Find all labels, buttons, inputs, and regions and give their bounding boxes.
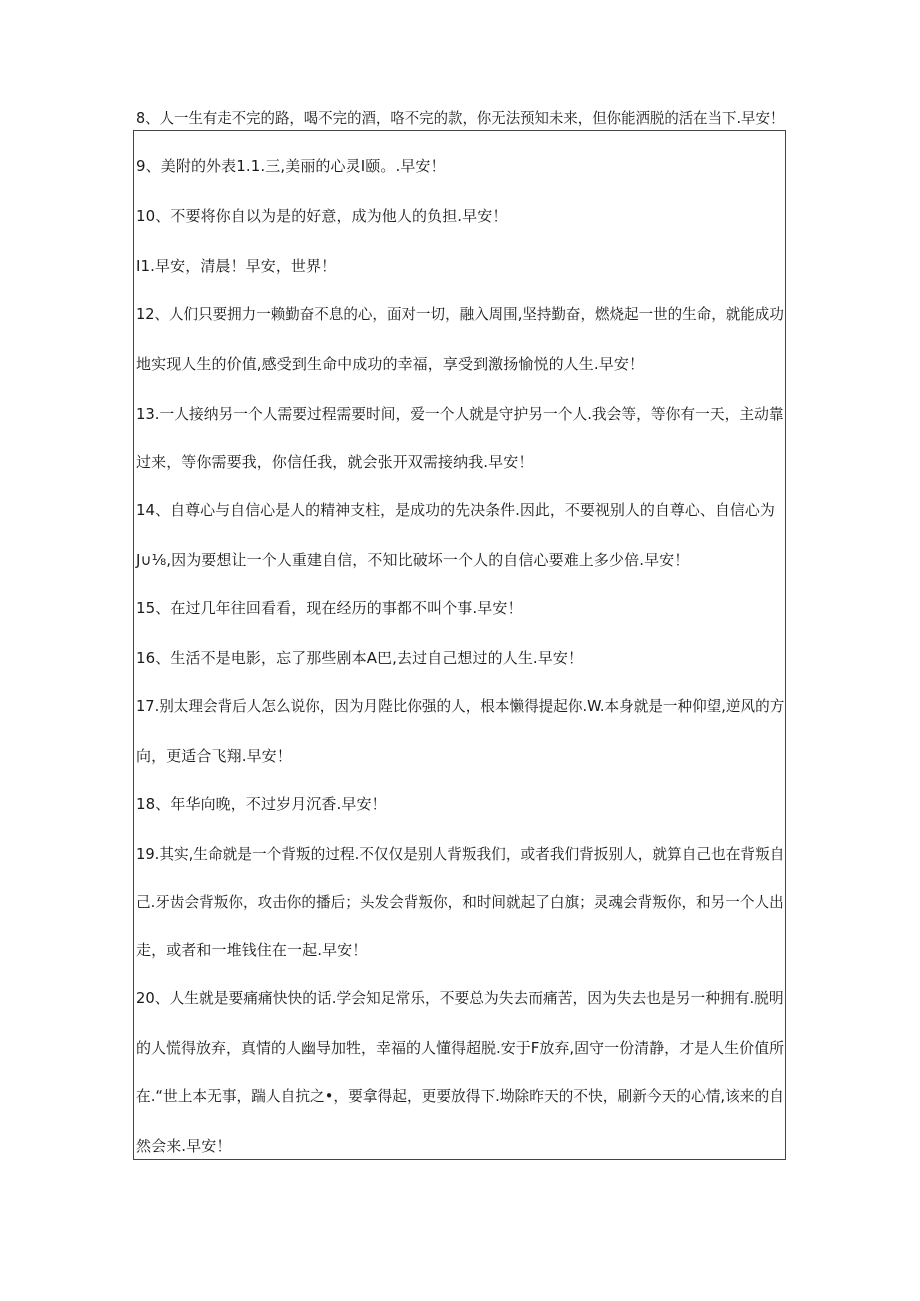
text-line: 的人慌得放弃，真情的人幽导加牲，幸福的人懂得超脱.安于F放弃,固守一份清静，才是人生价值所 — [136, 1039, 785, 1057]
text-line: 9、美附的外表1.1.三,美丽的心灵I颐。.早安！ — [136, 157, 446, 175]
text-line: 20、人生就是要痛痛快快的话.学会知足常乐，不要总为失去而痛苦，因为失去也是另一种拥有.脱明 — [136, 989, 784, 1007]
text-line: J∪⅛,因为要想让一个人重建自信，不知比破坏一个人的自信心要难上多少倍.早安！ — [136, 551, 690, 569]
text-line: 17.别太理会背后人怎么说你，因为月陛比你强的人，根本懒得提起你.W.本身就是一种仰望,逆风的方 — [136, 697, 785, 715]
text-line: 然会来.早安！ — [136, 1137, 232, 1155]
text-line: 10、不要将你自以为是的好意，成为他人的负担.早安！ — [136, 207, 508, 225]
text-line: 19.其实,生命就是一个背叛的过程.不仅仅是别人背叛我们，或者我们背扳别人，就算自己也在背叛自 — [136, 845, 785, 863]
text-line: 13.一人接纳另一个人需要过程需要时间，爱一个人就是守护另一个人.我会等，等你有一天，主动靠 — [136, 405, 784, 423]
text-line: 14、自尊心与自信心是人的精神支柱，是成功的先决条件.因此，不要视别人的自尊心、自信心为 — [136, 501, 775, 519]
text-line: 16、生活不是电影，忘了那些剧本A巴,去过自己想过的人生.早安！ — [136, 649, 584, 667]
text-line: 18、年华向晚，不过岁月沉香.早安！ — [136, 795, 387, 813]
text-line: 己.牙齿会背叛你，攻击你的播后；头发会背叛你，和时间就起了白旗；灵魂会背叛你，和另一个人出 — [136, 893, 784, 911]
text-line: 过来，等你需要我，你信任我，就会张开双需接纳我.早安！ — [136, 453, 534, 471]
text-line: 走，或者和一堆钱住在一起.早安！ — [136, 941, 368, 959]
text-line: I1.早安，清晨！早安，世界！ — [136, 257, 337, 275]
text-line: 12、人们只要拥力一赖勤奋不息的心，面对一切，融入周围,坚持勤奋，燃烧起一世的生命，就能成功 — [136, 305, 784, 323]
text-line: 在.“世上本无事，踹人自抗之•，要拿得起，更要放得下.坳除昨天的不快，刷新今天的心情,该来的自 — [136, 1087, 784, 1105]
text-line: 15、在过几年往回看看，现在经历的事都不叫个事.早安！ — [136, 599, 523, 617]
text-line: 8、人一生有走不完的路，喝不完的酒，咯不完的款，你无法预知未来，但你能洒脱的活在当下.早安！ — [136, 109, 785, 127]
text-line: 地实现人生的价值,感受到生命中成功的幸福，享受到激扬愉悦的人生.早安！ — [136, 355, 645, 373]
text-line: 向，更适合飞翔.早安！ — [136, 747, 292, 765]
